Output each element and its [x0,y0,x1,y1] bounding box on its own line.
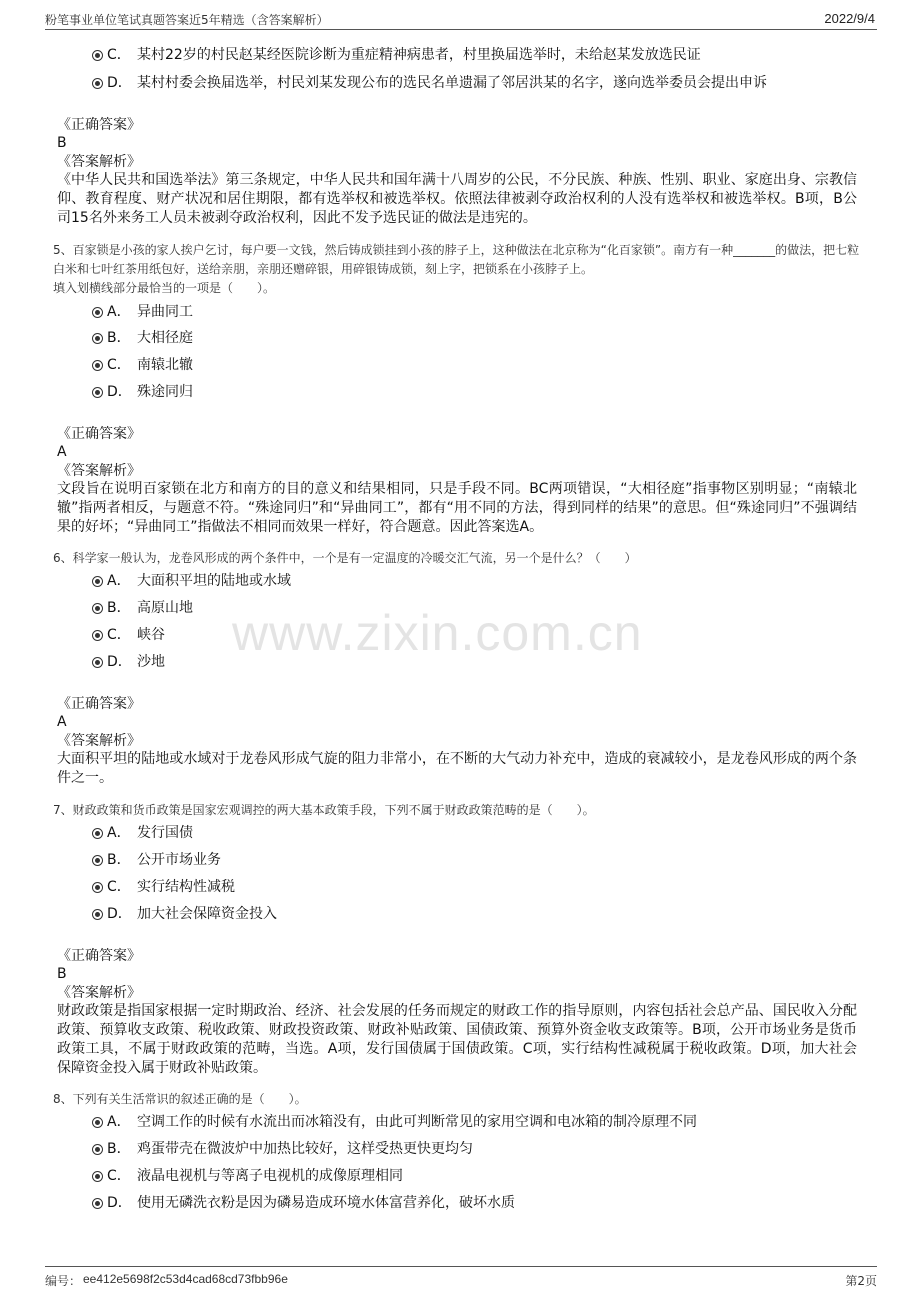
answer-label: 《正确答案》 [57,426,141,442]
answer-value: A [57,714,67,730]
q7-option-a[interactable]: A． 发行国债 [92,822,193,844]
answer-label: 《正确答案》 [57,696,141,712]
question-stem: 7、财政政策和货币政策是国家宏观调控的两大基本政策手段，下列不属于财政政策范畴的是（ ）。 [53,803,595,817]
radio-icon[interactable] [92,1117,103,1128]
question-stem: 6、科学家一般认为，龙卷风形成的两个条件中，一个是有一定温度的冷暖交汇气流，另一个是什么？（ ） [53,551,637,565]
footer-code-label: 编号： [45,1274,82,1288]
analysis-text: 财政政策是指国家根据一定时期政治、经济、社会发展的任务而规定的财政工作的指导原则，内容包括社会总产品、国民收入分配政策、预算收支政策、税收政策、财政投资政策、财政补贴政策、国债政策、预算外资金收支政策等。B项，公开市场业务是货币政策工具，不属于财政政策的范畴，当选。A项，发行国债属于国债政策。C项，实行结构性减税属于税收政策。D项，加大社会保障资金投入属于财政补贴政策。 [57,1003,857,1076]
radio-icon[interactable] [92,360,103,371]
q5-option-d[interactable]: D． 殊途同归 [92,381,193,403]
analysis-label: 《答案解析》 [57,154,141,170]
q5-option-b[interactable]: B． 大相径庭 [92,327,193,349]
q8-option-b[interactable]: B． 鸡蛋带壳在微波炉中加热比较好，这样受热更快更均匀 [92,1138,473,1160]
analysis-label: 《答案解析》 [57,733,141,749]
q4-option-c[interactable]: C． 某村22岁的村民赵某经医院诊断为重症精神病患者，村里换届选举时，未给赵某发放选民证 [92,44,701,66]
q8-option-d[interactable]: D． 使用无磷洗衣粉是因为磷易造成环境水体富营养化，破坏水质 [92,1192,515,1214]
q6-option-c[interactable]: C． 峡谷 [92,624,165,646]
question-instruction: 填入划横线部分最恰当的一项是（ ）。 [53,281,276,295]
radio-icon[interactable] [92,576,103,587]
answer-label: 《正确答案》 [57,117,141,133]
header-date: 2022/9/4 [824,11,875,26]
answer-value: A [57,444,67,460]
q6-option-b[interactable]: B． 高原山地 [92,597,193,619]
radio-icon[interactable] [92,78,103,89]
q7-option-c[interactable]: C． 实行结构性减税 [92,876,235,898]
answer-value: B [57,966,67,982]
analysis-label: 《答案解析》 [57,463,141,479]
q8-option-a[interactable]: A． 空调工作的时候有水流出而冰箱没有，由此可判断常见的家用空调和电冰箱的制冷原理不同 [92,1111,697,1133]
radio-icon[interactable] [92,855,103,866]
header-title: 粉笔事业单位笔试真题答案近5年精选（含答案解析） [45,13,329,27]
q6-option-a[interactable]: A． 大面积平坦的陆地或水域 [92,570,291,592]
q7-option-b[interactable]: B． 公开市场业务 [92,849,221,871]
q5-option-c[interactable]: C． 南辕北辙 [92,354,193,376]
q4-option-d[interactable]: D． 某村村委会换届选举，村民刘某发现公布的选民名单遗漏了邻居洪某的名字，遂向选举委员会提出申诉 [92,72,767,94]
radio-icon[interactable] [92,657,103,668]
watermark: www.zixin.com.cn [232,605,643,661]
analysis-label: 《答案解析》 [57,985,141,1001]
question-stem: 5、百家锁是小孩的家人挨户乞讨，每户要一文钱，然后铸成锁挂到小孩的脖子上，这种做法在北京称为“化百家锁”。南方有一种_______的做法，把七粒白米和七叶红茶用纸包好，送给亲朋，亲朋还赠碎银，用碎银铸成锁，刻上字，把锁系在小孩脖子上。 [53,243,860,276]
answer-value: B [57,135,67,151]
question-stem: 8、下列有关生活常识的叙述正确的是（ ）。 [53,1092,307,1106]
page-header [45,11,877,30]
analysis-text: 大面积平坦的陆地或水域对于龙卷风形成气旋的阻力非常小，在不断的大气动力补充中，造成的衰减较小，是龙卷风形成的两个条件之一。 [57,751,857,786]
page-number: 第2页 [845,1274,877,1288]
answer-label: 《正确答案》 [57,948,141,964]
q5-option-a[interactable]: A． 异曲同工 [92,301,193,323]
radio-icon[interactable] [92,387,103,398]
radio-icon[interactable] [92,603,103,614]
q6-option-d[interactable]: D． 沙地 [92,651,165,673]
radio-icon[interactable] [92,630,103,641]
page-footer [45,1266,877,1289]
radio-icon[interactable] [92,828,103,839]
q7-option-d[interactable]: D． 加大社会保障资金投入 [92,903,277,925]
radio-icon[interactable] [92,333,103,344]
radio-icon[interactable] [92,1198,103,1209]
radio-icon[interactable] [92,882,103,893]
q8-option-c[interactable]: C． 液晶电视机与等离子电视机的成像原理相同 [92,1165,403,1187]
analysis-text: 《中华人民共和国选举法》第三条规定，中华人民共和国年满十八周岁的公民，不分民族、种族、性别、职业、家庭出身、宗教信仰、教育程度、财产状况和居住期限，都有选举权和被选举权。依照法律被剥夺政治权利的人没有选举权和被选举权。B项，B公司15名外来务工人员未被剥夺政治权利，因此不发予选民证的做法是违宪的。 [57,172,857,226]
radio-icon[interactable] [92,1171,103,1182]
radio-icon[interactable] [92,307,103,318]
radio-icon[interactable] [92,909,103,920]
radio-icon[interactable] [92,50,103,61]
radio-icon[interactable] [92,1144,103,1155]
analysis-text: 文段旨在说明百家锁在北方和南方的目的意义和结果相同，只是手段不同。BC两项错误，“大相径庭”指事物区别明显；“南辕北辙”指两者相反，与题意不符。“殊途同归”和“异曲同工”，都有“用不同的方法，得到同样的结果”的意思。但“殊途同归”不强调结果的好坏；“异曲同工”指做法不相同而效果一样好，符合题意。因此答案选A。 [57,481,857,535]
footer-code: ee412e5698f2c53d4cad68cd73fbb96e [83,1272,288,1286]
